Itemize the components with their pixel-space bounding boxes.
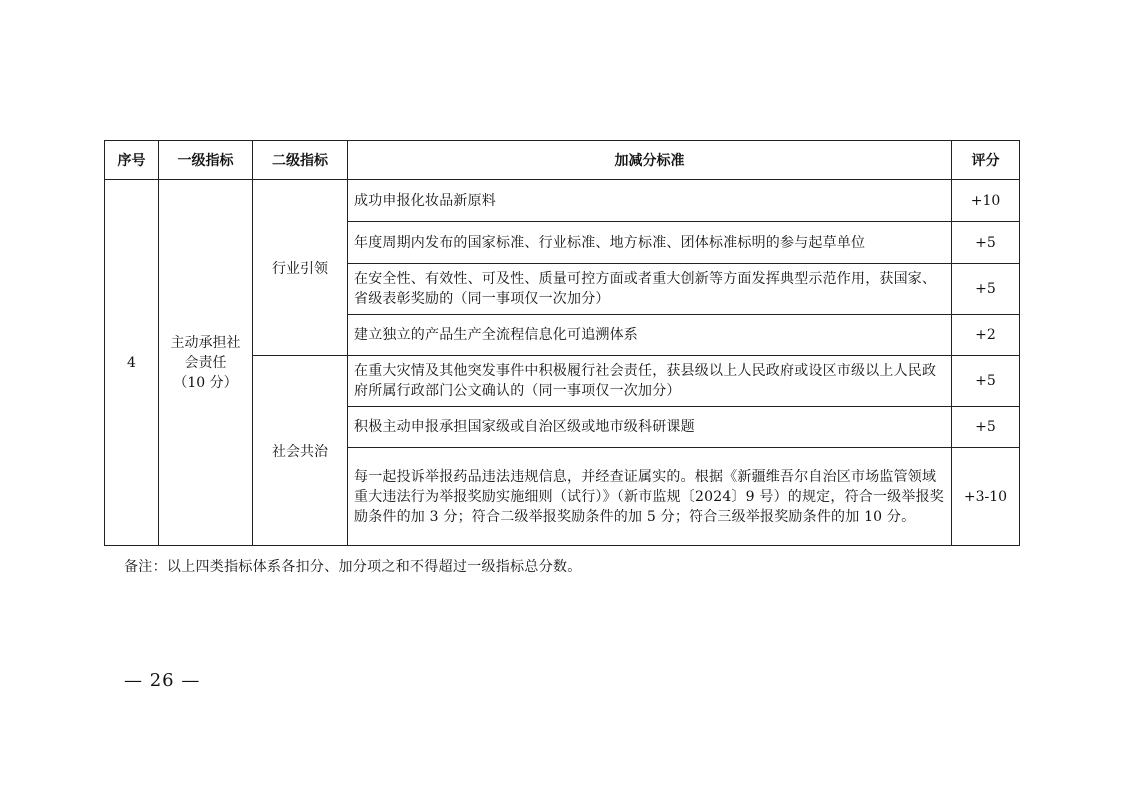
header-score: 评分	[952, 141, 1020, 180]
footnote: 备注：以上四类指标体系各扣分、加分项之和不得超过一级指标总分数。	[124, 559, 582, 575]
standard-cell: 年度周期内发布的国家标准、行业标准、地方标准、团体标准标明的参与起草单位	[348, 222, 952, 264]
level1-line3: （10 分）	[173, 374, 238, 391]
standard-cell: 在重大灾情及其他突发事件中积极履行社会责任，获县级以上人民政府或设区市级以上人民政府所属行政部门公文确认的（同一事项仅一次加分）	[348, 356, 952, 407]
header-level1: 一级指标	[159, 141, 253, 180]
header-index: 序号	[105, 141, 159, 180]
standard-cell: 在安全性、有效性、可及性、质量可控方面或者重大创新等方面发挥典型示范作用，获国家、省级表彰奖励的（同一事项仅一次加分）	[348, 264, 952, 315]
header-standard: 加减分标准	[348, 141, 952, 180]
score-cell: +2	[952, 315, 1020, 356]
score-cell: +3-10	[952, 448, 1020, 546]
level1-cell	[159, 180, 253, 546]
level2-cell-industry: 行业引领	[253, 180, 348, 356]
level2-cell-social: 社会共治	[253, 356, 348, 546]
header-level2: 二级指标	[253, 141, 348, 180]
standard-cell: 积极主动申报承担国家级或自治区级或地市级科研课题	[348, 407, 952, 448]
standard-cell: 建立独立的产品生产全流程信息化可追溯体系	[348, 315, 952, 356]
index-cell: 4	[105, 180, 159, 546]
score-cell: +5	[952, 356, 1020, 407]
standard-cell: 每一起投诉举报药品违法违规信息，并经查证属实的。根据《新疆维吾尔自治区市场监管领域重大违法行为举报奖励实施细则（试行）》（新市监规〔2024〕9 号）的规定，符合一级举报奖励条件的加 3 分；符合二级举报奖励条件的加 5 分；符合三级举报奖励条件的加 10 分。	[348, 448, 952, 546]
score-cell: +5	[952, 407, 1020, 448]
table-header-row	[105, 141, 1020, 180]
level1-line1: 主动承担社	[170, 334, 241, 351]
level1-line2: 会责任	[184, 354, 227, 371]
score-cell: +10	[952, 180, 1020, 222]
score-cell: +5	[952, 264, 1020, 315]
scoring-table	[104, 140, 1020, 546]
score-cell: +5	[952, 222, 1020, 264]
standard-cell: 成功申报化妆品新原料	[348, 180, 952, 222]
page-number: — 26 —	[124, 670, 201, 691]
table-row	[105, 180, 1020, 222]
